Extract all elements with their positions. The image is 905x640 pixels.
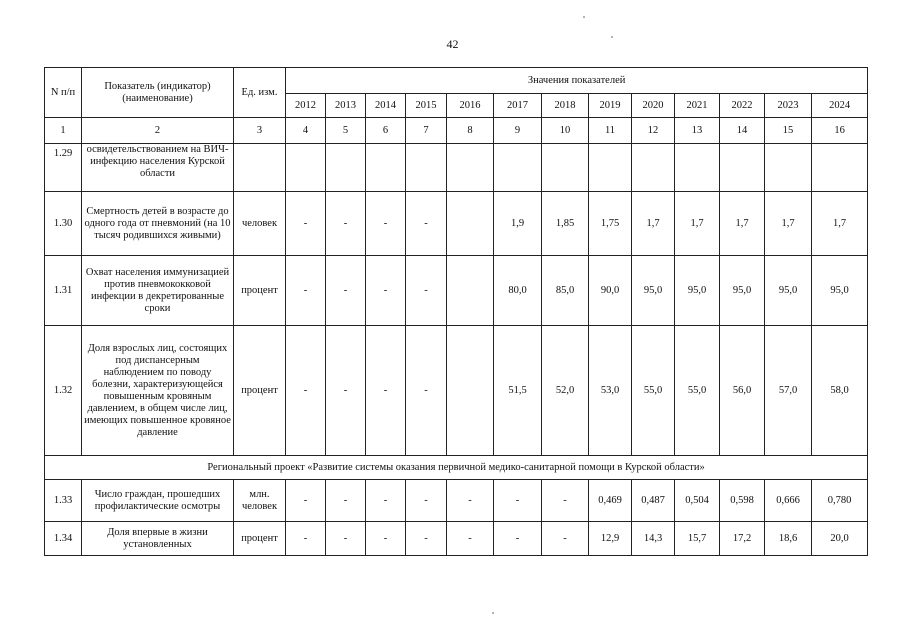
value-cell: - xyxy=(286,192,326,256)
row-number: 1.31 xyxy=(45,256,82,326)
year-header: 2015 xyxy=(406,94,447,118)
year-header: 2020 xyxy=(632,94,675,118)
value-cell: - xyxy=(326,480,366,522)
value-cell: - xyxy=(542,480,589,522)
indicators-table xyxy=(44,67,868,556)
row-number: 1.30 xyxy=(45,192,82,256)
value-cell: - xyxy=(326,192,366,256)
value-cell xyxy=(406,144,447,192)
value-cell xyxy=(812,144,868,192)
column-number: 5 xyxy=(326,118,366,144)
value-cell xyxy=(447,144,494,192)
value-cell xyxy=(286,144,326,192)
value-cell: - xyxy=(447,522,494,556)
indicator-name: освидетельствованием на ВИЧ-инфекцию населения Курской области xyxy=(82,144,234,192)
indicator-name: Доля впервые в жизни установленных xyxy=(82,522,234,556)
value-cell: - xyxy=(406,480,447,522)
row-number: 1.32 xyxy=(45,326,82,456)
row-number: 1.33 xyxy=(45,480,82,522)
value-cell: 17,2 xyxy=(720,522,765,556)
table-row xyxy=(45,522,868,556)
value-cell: 0,666 xyxy=(765,480,812,522)
value-cell: - xyxy=(406,522,447,556)
indicator-name: Доля взрослых лиц, состоящих под диспансерным наблюдением по поводу болезни, характеризующейся повышенным кровяным давлением, в общем числе лиц, имеющих повышенное кровяное давление xyxy=(82,326,234,456)
value-cell: - xyxy=(286,480,326,522)
value-cell: 80,0 xyxy=(494,256,542,326)
year-header: 2019 xyxy=(589,94,632,118)
column-number: 6 xyxy=(366,118,406,144)
value-cell: 51,5 xyxy=(494,326,542,456)
value-cell: - xyxy=(494,522,542,556)
value-cell: 0,598 xyxy=(720,480,765,522)
column-number: 13 xyxy=(675,118,720,144)
year-header: 2013 xyxy=(326,94,366,118)
value-cell: 12,9 xyxy=(589,522,632,556)
value-cell: 20,0 xyxy=(812,522,868,556)
column-number: 1 xyxy=(45,118,82,144)
column-number: 15 xyxy=(765,118,812,144)
table-row xyxy=(45,480,868,522)
value-cell: 1,7 xyxy=(675,192,720,256)
value-cell: - xyxy=(366,326,406,456)
value-cell: 85,0 xyxy=(542,256,589,326)
value-cell: 53,0 xyxy=(589,326,632,456)
value-cell: 56,0 xyxy=(720,326,765,456)
value-cell: - xyxy=(286,256,326,326)
value-cell: 95,0 xyxy=(720,256,765,326)
value-cell: - xyxy=(366,256,406,326)
value-cell: - xyxy=(326,256,366,326)
value-cell: - xyxy=(366,480,406,522)
value-cell: 18,6 xyxy=(765,522,812,556)
value-cell: 1,7 xyxy=(812,192,868,256)
value-cell xyxy=(494,144,542,192)
year-header: 2022 xyxy=(720,94,765,118)
table-row xyxy=(45,192,868,256)
column-numbers-row xyxy=(45,118,868,144)
section-row xyxy=(45,456,868,480)
value-cell xyxy=(675,144,720,192)
value-cell: - xyxy=(286,522,326,556)
table-row xyxy=(45,144,868,192)
header-row xyxy=(45,68,868,94)
value-cell: - xyxy=(494,480,542,522)
value-cell: 95,0 xyxy=(812,256,868,326)
value-cell: 95,0 xyxy=(675,256,720,326)
value-cell: 15,7 xyxy=(675,522,720,556)
scan-speck xyxy=(611,36,613,38)
value-cell: 58,0 xyxy=(812,326,868,456)
table-row xyxy=(45,326,868,456)
value-cell: - xyxy=(406,192,447,256)
year-header: 2014 xyxy=(366,94,406,118)
value-cell xyxy=(542,144,589,192)
value-cell: 1,7 xyxy=(632,192,675,256)
unit-cell xyxy=(234,144,286,192)
value-cell: 1,75 xyxy=(589,192,632,256)
scan-speck xyxy=(583,16,585,18)
value-cell: 1,7 xyxy=(720,192,765,256)
page-number: 42 xyxy=(446,37,459,51)
value-cell: - xyxy=(326,326,366,456)
value-cell xyxy=(447,256,494,326)
value-cell xyxy=(765,144,812,192)
unit-cell: процент xyxy=(234,256,286,326)
column-number: 2 xyxy=(82,118,234,144)
column-number: 12 xyxy=(632,118,675,144)
value-cell xyxy=(447,192,494,256)
unit-cell: человек xyxy=(234,192,286,256)
table-row xyxy=(45,256,868,326)
value-cell xyxy=(720,144,765,192)
column-number: 11 xyxy=(589,118,632,144)
value-cell xyxy=(366,144,406,192)
section-title: Региональный проект «Развитие системы оказания первичной медико-санитарной помощи в Курской области» xyxy=(45,456,868,480)
scan-speck xyxy=(492,612,494,614)
value-cell: - xyxy=(326,522,366,556)
column-number: 16 xyxy=(812,118,868,144)
year-header: 2016 xyxy=(447,94,494,118)
header-unit: Ед. изм. xyxy=(234,68,286,118)
value-cell: 90,0 xyxy=(589,256,632,326)
column-number: 10 xyxy=(542,118,589,144)
year-header: 2021 xyxy=(675,94,720,118)
value-cell xyxy=(447,326,494,456)
column-number: 7 xyxy=(406,118,447,144)
value-cell: 14,3 xyxy=(632,522,675,556)
header-values: Значения показателей xyxy=(286,68,868,94)
value-cell: 95,0 xyxy=(632,256,675,326)
value-cell: - xyxy=(447,480,494,522)
value-cell: 0,469 xyxy=(589,480,632,522)
row-number: 1.29 xyxy=(45,144,82,192)
value-cell: - xyxy=(542,522,589,556)
value-cell: - xyxy=(406,256,447,326)
value-cell xyxy=(632,144,675,192)
row-number: 1.34 xyxy=(45,522,82,556)
column-number: 4 xyxy=(286,118,326,144)
value-cell: 1,9 xyxy=(494,192,542,256)
indicator-name: Число граждан, прошедших профилактические осмотры xyxy=(82,480,234,522)
column-number: 8 xyxy=(447,118,494,144)
indicator-name: Охват населения иммунизацией против пневмококковой инфекции в декретированные сроки xyxy=(82,256,234,326)
header-num: N п/п xyxy=(45,68,82,118)
unit-cell: процент xyxy=(234,522,286,556)
value-cell: 0,504 xyxy=(675,480,720,522)
value-cell: - xyxy=(286,326,326,456)
value-cell: 0,487 xyxy=(632,480,675,522)
value-cell xyxy=(326,144,366,192)
column-number: 14 xyxy=(720,118,765,144)
value-cell: 95,0 xyxy=(765,256,812,326)
header-indicator: Показатель (индикатор) (наименование) xyxy=(82,68,234,118)
value-cell: 55,0 xyxy=(675,326,720,456)
unit-cell: млн. человек xyxy=(234,480,286,522)
year-header: 2018 xyxy=(542,94,589,118)
year-header: 2024 xyxy=(812,94,868,118)
value-cell: 57,0 xyxy=(765,326,812,456)
value-cell: 1,85 xyxy=(542,192,589,256)
indicator-name: Смертность детей в возрасте до одного года от пневмоний (на 10 тысяч родившихся живыми) xyxy=(82,192,234,256)
value-cell: 55,0 xyxy=(632,326,675,456)
year-header: 2012 xyxy=(286,94,326,118)
value-cell: - xyxy=(366,522,406,556)
year-header: 2023 xyxy=(765,94,812,118)
unit-cell: процент xyxy=(234,326,286,456)
value-cell: 1,7 xyxy=(765,192,812,256)
column-number: 3 xyxy=(234,118,286,144)
value-cell: 52,0 xyxy=(542,326,589,456)
year-header: 2017 xyxy=(494,94,542,118)
value-cell: - xyxy=(406,326,447,456)
value-cell: - xyxy=(366,192,406,256)
column-number: 9 xyxy=(494,118,542,144)
value-cell: 0,780 xyxy=(812,480,868,522)
value-cell xyxy=(589,144,632,192)
